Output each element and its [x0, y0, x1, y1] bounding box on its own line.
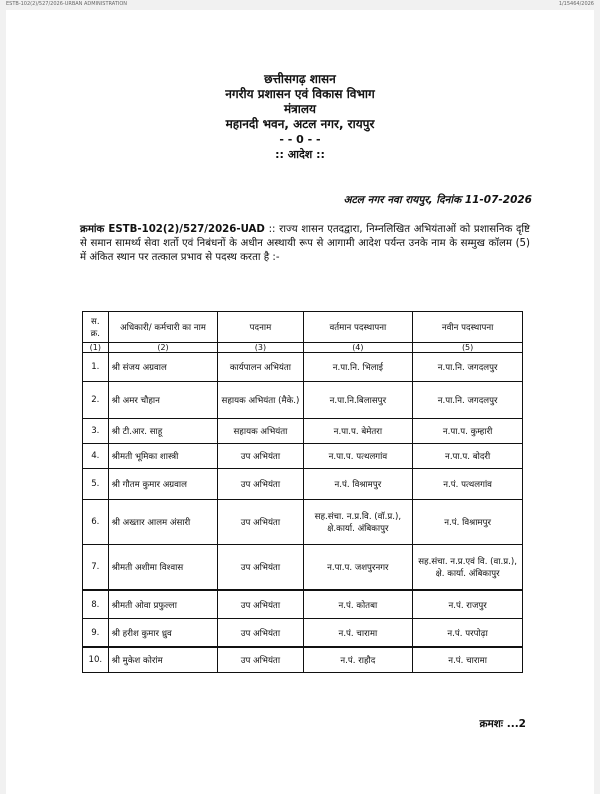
- row-sn: 4.: [83, 444, 109, 469]
- row-name: श्री मुकेश कोरांम: [108, 647, 218, 673]
- row-current-posting: न.पं. राहौद: [303, 647, 413, 673]
- table-row: [83, 353, 523, 382]
- order-body: :: राज्य शासन एतदद्वारा, निम्नलिखित अभियंताओं को प्रशासनिक दृष्टि से समान सामर्थ्य सेवा शर्तो एवं निबंधनों के अधीन अस्थायी रूप से आगामी आदेश पर्यन्त उनके नाम के सम्मुख कॉलम (5) में अंकित स्थान पर तत्काल प्रभाव से पदस्थ करता है :-: [80, 224, 530, 263]
- doc-ref-left: ESTB-102(2)/527/2026-URBAN ADMINISTRATION: [6, 1, 128, 7]
- table-row: [83, 382, 523, 419]
- table-row: [83, 619, 523, 648]
- row-new-posting: न.पं. चारामा: [413, 647, 523, 673]
- document-page: [6, 10, 594, 794]
- ministry-name: मंत्रालय: [283, 102, 316, 116]
- col-header-new: नवीन पदस्थापना: [413, 312, 523, 343]
- order-paragraph: [80, 223, 530, 265]
- row-designation: उप अभियंता: [218, 619, 303, 648]
- row-sn: 2.: [83, 382, 109, 419]
- table-row: [83, 469, 523, 500]
- row-current-posting: न.पा.प. जशपुरनगर: [303, 545, 413, 591]
- department-name: नगरीय प्रशासन एवं विकास विभाग: [225, 87, 375, 101]
- row-designation: उप अभियंता: [218, 647, 303, 673]
- col-header-current: वर्तमान पदस्थापना: [303, 312, 413, 343]
- row-name: श्रीमती अशीमा विश्वास: [108, 545, 218, 591]
- col-header-sn: स. क्र.: [83, 312, 109, 343]
- col-number: (1): [83, 343, 109, 353]
- row-sn: 8.: [83, 590, 109, 619]
- posting-table: [82, 311, 523, 673]
- col-header-designation: पदनाम: [218, 312, 303, 343]
- table-row: [83, 419, 523, 444]
- col-number: (3): [218, 343, 303, 353]
- row-new-posting: न.पं. पत्थलगांव: [413, 469, 523, 500]
- table-row: [83, 545, 523, 591]
- row-name: श्री संजय अग्रवाल: [108, 353, 218, 382]
- row-sn: 10.: [83, 647, 109, 673]
- row-new-posting: न.पं. परपोढ़ा: [413, 619, 523, 648]
- row-new-posting: न.पं. राजपुर: [413, 590, 523, 619]
- row-name: श्री गौतम कुमार अग्रवाल: [108, 469, 218, 500]
- letterhead: [6, 72, 594, 162]
- column-number-row: [83, 343, 523, 353]
- row-sn: 5.: [83, 469, 109, 500]
- row-designation: कार्यपालन अभियंता: [218, 353, 303, 382]
- row-current-posting: न.पा.नि. भिलाई: [303, 353, 413, 382]
- row-current-posting: सह.संचा. न.प्र.वि. (वॉ.प्र.), क्षे.कार्या. अंबिकापुर: [303, 500, 413, 545]
- row-sn: 3.: [83, 419, 109, 444]
- table-row: [83, 647, 523, 673]
- row-current-posting: न.पं. विश्रामपुर: [303, 469, 413, 500]
- row-designation: उप अभियंता: [218, 469, 303, 500]
- address: महानदी भवन, अटल नगर, रायपुर: [225, 117, 375, 131]
- table-row: [83, 500, 523, 545]
- separator: - - 0 - -: [279, 133, 321, 146]
- row-name: श्री हरीश कुमार ध्रुव: [108, 619, 218, 648]
- row-current-posting: न.पा.प. पत्थलगांव: [303, 444, 413, 469]
- table-row: [83, 590, 523, 619]
- order-title: :: आदेश ::: [275, 148, 325, 161]
- row-name: श्री अख्तार आलम अंसारी: [108, 500, 218, 545]
- row-new-posting: न.पा.नि. जगदलपुर: [413, 353, 523, 382]
- row-designation: उप अभियंता: [218, 444, 303, 469]
- place-date: अटल नगर नवा रायपुर, दिनांक 11-07-2026: [343, 194, 532, 206]
- govt-name: छत्तीसगढ़ शासन: [264, 72, 336, 86]
- row-new-posting: न.पा.नि. जगदलपुर: [413, 382, 523, 419]
- col-number: (2): [108, 343, 218, 353]
- continued-marker: क्रमशः ...2: [479, 718, 526, 730]
- row-designation: उप अभियंता: [218, 590, 303, 619]
- row-new-posting: न.पं. विश्रामपुर: [413, 500, 523, 545]
- col-number: (5): [413, 343, 523, 353]
- order-ref: क्रमांक ESTB-102(2)/527/2026-UAD: [80, 224, 265, 235]
- row-new-posting: न.पा.प. बोदरी: [413, 444, 523, 469]
- row-new-posting: न.पा.प. कुम्हारी: [413, 419, 523, 444]
- row-new-posting: सह.संचा. न.प्र.एवं वि. (वा.प्र.), क्षे. कार्या. अंबिकापुर: [413, 545, 523, 591]
- row-name: श्रीमती भूमिका शास्त्री: [108, 444, 218, 469]
- row-current-posting: न.पा.प. बेमेतरा: [303, 419, 413, 444]
- row-name: श्रीमती ओवा प्रफुल्ला: [108, 590, 218, 619]
- row-designation: उप अभियंता: [218, 545, 303, 591]
- row-designation: सहायक अभियंता (मैके.): [218, 382, 303, 419]
- col-header-name: अधिकारी/ कर्मचारी का नाम: [108, 312, 218, 343]
- row-current-posting: न.पं. चारामा: [303, 619, 413, 648]
- row-designation: सहायक अभियंता: [218, 419, 303, 444]
- row-name: श्री टी.आर. साहू: [108, 419, 218, 444]
- row-designation: उप अभियंता: [218, 500, 303, 545]
- row-sn: 1.: [83, 353, 109, 382]
- table-row: [83, 444, 523, 469]
- row-name: श्री अमर चौहान: [108, 382, 218, 419]
- row-current-posting: न.पा.नि.बिलासपुर: [303, 382, 413, 419]
- col-number: (4): [303, 343, 413, 353]
- row-current-posting: न.पं. कोतबा: [303, 590, 413, 619]
- table-header-row: [83, 312, 523, 343]
- row-sn: 6.: [83, 500, 109, 545]
- row-sn: 7.: [83, 545, 109, 591]
- row-sn: 9.: [83, 619, 109, 648]
- doc-ref-right: 1/15464/2026: [558, 1, 594, 7]
